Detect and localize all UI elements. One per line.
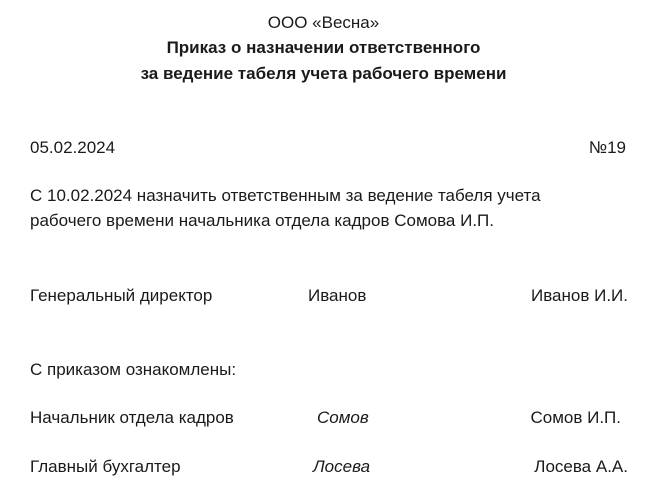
director-position: Генеральный директор xyxy=(30,286,213,305)
order-text-line-2: рабочего времени начальника отдела кадров Сомова И.П. xyxy=(30,211,494,230)
ack-name-hr: Сомов И.П. xyxy=(530,408,621,427)
order-title-line-2: за ведение табеля учета рабочего времени xyxy=(140,64,507,83)
order-title-line-1: Приказ о назначении ответственного xyxy=(166,38,481,57)
director-signature: Иванов xyxy=(308,286,367,305)
order-number: №19 xyxy=(588,138,626,157)
ack-position-accountant: Главный бухгалтер xyxy=(30,457,181,476)
company-name: ООО «Весна» xyxy=(267,13,380,32)
acknowledged-heading: С приказом ознакомлены: xyxy=(30,360,237,379)
ack-position-hr: Начальник отдела кадров xyxy=(30,408,234,427)
order-date: 05.02.2024 xyxy=(30,138,116,157)
director-name: Иванов И.И. xyxy=(531,286,628,305)
ack-name-accountant: Лосева А.А. xyxy=(534,457,628,476)
order-text-line-1: С 10.02.2024 назначить ответственным за ведение табеля учета xyxy=(30,186,541,205)
ack-signature-hr: Сомов xyxy=(317,408,369,427)
ack-signature-accountant: Лосева xyxy=(313,457,371,476)
